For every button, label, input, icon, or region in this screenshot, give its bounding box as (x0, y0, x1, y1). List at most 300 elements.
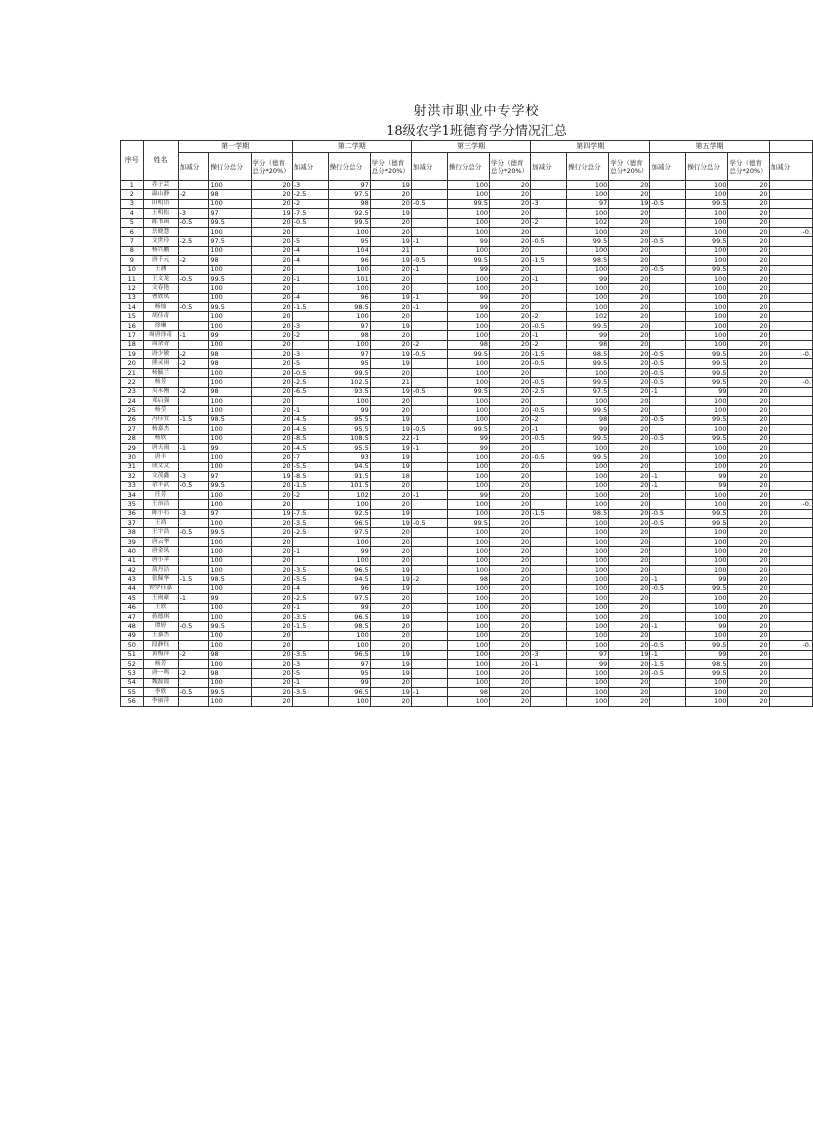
adj-cell: -1.5 (178, 575, 209, 584)
credit-cell: 20 (609, 265, 650, 274)
conduct-cell: 99.5 (447, 387, 489, 396)
conduct-cell: 99 (447, 265, 489, 274)
adj-cell (178, 321, 209, 330)
credit-cell: 20 (728, 415, 769, 424)
conduct-cell: 96 (328, 293, 370, 302)
credit-cell: 20 (251, 256, 292, 265)
table-row (121, 688, 813, 697)
adj-cell (531, 481, 567, 490)
name-cell: 杨芳 (143, 659, 178, 668)
conduct-cell: 100 (209, 312, 251, 321)
conduct-cell: 100 (686, 321, 728, 330)
table-row (121, 481, 813, 490)
name-cell: 邓启强 (143, 396, 178, 405)
credit-cell: 20 (251, 622, 292, 631)
adj-cell (531, 594, 567, 603)
table-row (121, 490, 813, 499)
adj-cell (531, 227, 567, 236)
conduct-cell: 99.5 (328, 218, 370, 227)
conduct-cell: 100 (447, 321, 489, 330)
adj-cell (531, 669, 567, 678)
conduct-cell: 100 (686, 312, 728, 321)
adj-cell: -1.5 (531, 509, 567, 518)
credit-cell: 20 (609, 678, 650, 687)
credit-cell: 20 (490, 293, 531, 302)
conduct-cell: 99.5 (209, 303, 251, 312)
name-cell: 文茂鑫 (143, 472, 178, 481)
conduct-cell: 100 (686, 190, 728, 199)
credit-cell: 20 (728, 246, 769, 255)
conduct-cell: 100 (686, 303, 728, 312)
conduct-cell: 100 (209, 519, 251, 528)
adj-cell: -7.5 (292, 209, 328, 218)
conduct-cell: 100 (447, 227, 489, 236)
adj-cell: -1 (178, 331, 209, 340)
adj-cell (650, 396, 686, 405)
conduct-cell: 93 (328, 453, 370, 462)
conduct-cell: 97.5 (328, 528, 370, 537)
adj-cell (411, 594, 447, 603)
adj-cell (531, 612, 567, 621)
credit-cell: 20 (251, 274, 292, 283)
credit-cell: 20 (609, 528, 650, 537)
adj-cell: -0.5 (531, 406, 567, 415)
credit-cell: 20 (370, 331, 411, 340)
adj-cell: -5 (292, 669, 328, 678)
table-row (121, 472, 813, 481)
credit-cell: 20 (251, 190, 292, 199)
adj-cell (411, 209, 447, 218)
adj-cell (178, 519, 209, 528)
adj-header: 加减分 (292, 153, 328, 181)
adj-cell (178, 697, 209, 706)
conduct-cell: 98 (567, 415, 609, 424)
extra-adj-cell (769, 659, 812, 668)
credit-cell: 20 (609, 331, 650, 340)
conduct-cell: 99 (567, 331, 609, 340)
extra-adj-cell (769, 396, 812, 405)
table-row (121, 537, 813, 546)
conduct-cell: 100 (447, 181, 489, 190)
extra-adj-cell (769, 340, 812, 349)
name-cell: 冯佳宜 (143, 415, 178, 424)
conduct-cell: 99 (686, 481, 728, 490)
adj-cell: -1 (292, 547, 328, 556)
credit-cell: 20 (251, 584, 292, 593)
conduct-cell: 98 (447, 575, 489, 584)
adj-cell: -0.5 (650, 199, 686, 208)
seq-cell: 34 (121, 490, 144, 499)
name-cell: 唐一鸣 (143, 669, 178, 678)
conduct-cell: 100 (447, 481, 489, 490)
name-cell: 岳晓慧 (143, 227, 178, 236)
extra-adj-cell (769, 368, 812, 377)
conduct-cell: 99 (209, 331, 251, 340)
conduct-cell: 96.5 (328, 650, 370, 659)
conduct-cell: 101 (328, 274, 370, 283)
credit-cell: 20 (251, 453, 292, 462)
name-cell: 徐琳 (143, 321, 178, 330)
adj-cell (178, 199, 209, 208)
credit-cell: 20 (609, 537, 650, 546)
adj-cell (650, 274, 686, 283)
credit-header: 学分（德育总分*20%） (728, 153, 769, 181)
adj-cell: -8.5 (292, 434, 328, 443)
extra-adj-cell (769, 246, 812, 255)
credit-cell: 20 (251, 237, 292, 246)
table-row (121, 415, 813, 424)
name-cell: 余丰武 (143, 481, 178, 490)
adj-cell (531, 547, 567, 556)
credit-cell: 20 (490, 265, 531, 274)
adj-cell (531, 528, 567, 537)
conduct-cell: 100 (567, 622, 609, 631)
name-cell: 杨芳 (143, 378, 178, 387)
conduct-cell: 98 (447, 340, 489, 349)
seq-cell: 23 (121, 387, 144, 396)
credit-cell: 20 (490, 246, 531, 255)
extra-term-header (769, 141, 812, 153)
credit-cell: 20 (251, 631, 292, 640)
credit-cell: 20 (370, 199, 411, 208)
credit-cell: 20 (609, 509, 650, 518)
extra-adj-cell (769, 415, 812, 424)
credit-cell: 20 (609, 453, 650, 462)
adj-cell: -1.5 (531, 256, 567, 265)
credit-cell: 20 (490, 274, 531, 283)
adj-cell: -1 (531, 274, 567, 283)
conduct-cell: 100 (567, 697, 609, 706)
adj-cell (178, 293, 209, 302)
conduct-header: 操行分总分 (328, 153, 370, 181)
table-row (121, 678, 813, 687)
table-row (121, 387, 813, 396)
conduct-cell: 100 (567, 368, 609, 377)
conduct-header: 操行分总分 (447, 153, 489, 181)
conduct-cell: 100 (686, 227, 728, 236)
credit-cell: 20 (490, 237, 531, 246)
adj-cell (650, 181, 686, 190)
credit-cell: 20 (370, 274, 411, 283)
name-cell: 唐少敏 (143, 350, 178, 359)
conduct-cell: 100 (447, 584, 489, 593)
extra-adj-cell (769, 218, 812, 227)
name-cell: 李丽萍 (143, 697, 178, 706)
conduct-cell: 99.5 (686, 265, 728, 274)
extra-adj-cell (769, 331, 812, 340)
conduct-cell: 95.5 (328, 425, 370, 434)
table-row (121, 303, 813, 312)
term-header: 第四学期 (531, 141, 650, 153)
credit-cell: 19 (370, 688, 411, 697)
conduct-cell: 100 (567, 575, 609, 584)
credit-cell: 20 (609, 237, 650, 246)
adj-cell: -5 (292, 359, 328, 368)
term-header: 第三学期 (411, 141, 530, 153)
name-cell: 杨欣 (143, 434, 178, 443)
credit-cell: 20 (251, 481, 292, 490)
table-row (121, 190, 813, 199)
adj-cell (411, 359, 447, 368)
credit-cell: 20 (609, 519, 650, 528)
credit-cell: 20 (251, 434, 292, 443)
extra-adj-cell (769, 528, 812, 537)
conduct-cell: 100 (447, 406, 489, 415)
credit-cell: 20 (370, 556, 411, 565)
adj-cell: -3 (292, 659, 328, 668)
seq-cell: 13 (121, 293, 144, 302)
credit-cell: 20 (370, 227, 411, 236)
credit-cell: 20 (370, 490, 411, 499)
seq-cell: 41 (121, 556, 144, 565)
adj-cell (650, 688, 686, 697)
table-row (121, 246, 813, 255)
conduct-cell: 96.5 (328, 519, 370, 528)
credit-cell: 20 (251, 218, 292, 227)
adj-cell (411, 631, 447, 640)
adj-cell (531, 293, 567, 302)
credit-cell: 20 (490, 584, 531, 593)
credit-cell: 20 (370, 537, 411, 546)
credit-cell: 20 (609, 209, 650, 218)
adj-cell (650, 293, 686, 302)
conduct-cell: 100 (567, 265, 609, 274)
credit-cell: 20 (490, 406, 531, 415)
adj-cell: -3 (178, 209, 209, 218)
conduct-cell: 100 (686, 631, 728, 640)
adj-cell: -0.5 (178, 274, 209, 283)
adj-cell (650, 284, 686, 293)
name-cell: 谭婷 (143, 622, 178, 631)
adj-cell (531, 575, 567, 584)
credit-cell: 20 (728, 584, 769, 593)
adj-cell: -0.5 (411, 387, 447, 396)
conduct-cell: 102 (567, 312, 609, 321)
table-row (121, 284, 813, 293)
credit-cell: 20 (609, 584, 650, 593)
credit-cell: 20 (728, 443, 769, 452)
credit-cell: 20 (251, 519, 292, 528)
spreadsheet (120, 101, 811, 707)
adj-cell (411, 331, 447, 340)
conduct-cell: 100 (567, 631, 609, 640)
credit-cell: 20 (609, 387, 650, 396)
conduct-cell: 98.5 (209, 415, 251, 424)
seq-cell: 20 (121, 359, 144, 368)
conduct-cell: 100 (567, 537, 609, 546)
credit-cell: 20 (490, 594, 531, 603)
adj-cell: -0.5 (531, 321, 567, 330)
extra-adj-cell (769, 181, 812, 190)
conduct-cell: 100 (209, 227, 251, 236)
credit-cell: 20 (251, 181, 292, 190)
conduct-cell: 96 (328, 584, 370, 593)
adj-cell (292, 284, 328, 293)
conduct-cell: 100 (447, 641, 489, 650)
credit-cell: 20 (490, 650, 531, 659)
table-row (121, 566, 813, 575)
extra-adj-cell (769, 237, 812, 246)
adj-cell: -2.5 (292, 528, 328, 537)
seq-cell: 12 (121, 284, 144, 293)
adj-cell (178, 612, 209, 621)
credit-cell: 20 (609, 688, 650, 697)
adj-cell: -2 (178, 359, 209, 368)
conduct-cell: 100 (447, 209, 489, 218)
seq-cell: 36 (121, 509, 144, 518)
credit-cell: 20 (728, 453, 769, 462)
credit-cell: 20 (251, 350, 292, 359)
name-header: 姓名 (143, 141, 178, 181)
credit-cell: 20 (609, 481, 650, 490)
seq-cell: 18 (121, 340, 144, 349)
extra-adj-cell (769, 265, 812, 274)
credit-cell: 19 (251, 509, 292, 518)
conduct-cell: 100 (209, 612, 251, 621)
conduct-cell: 98 (209, 650, 251, 659)
credit-cell: 20 (609, 659, 650, 668)
table-row (121, 359, 813, 368)
table-row (121, 500, 813, 509)
adj-cell: -3 (292, 321, 328, 330)
credit-cell: 20 (490, 462, 531, 471)
adj-cell (650, 256, 686, 265)
credit-cell: 20 (728, 594, 769, 603)
credit-cell: 19 (370, 462, 411, 471)
table-row (121, 697, 813, 706)
table-row (121, 434, 813, 443)
adj-cell (178, 284, 209, 293)
conduct-cell: 97 (209, 472, 251, 481)
adj-cell (650, 537, 686, 546)
credit-cell: 20 (609, 575, 650, 584)
adj-cell (411, 612, 447, 621)
credit-cell: 20 (251, 669, 292, 678)
adj-cell: -4 (292, 246, 328, 255)
extra-adj-cell (769, 566, 812, 575)
table-row (121, 340, 813, 349)
credit-cell: 20 (490, 603, 531, 612)
credit-cell: 20 (251, 331, 292, 340)
conduct-cell: 94.5 (328, 462, 370, 471)
adj-cell (292, 396, 328, 405)
credit-cell: 20 (490, 481, 531, 490)
adj-cell (178, 641, 209, 650)
conduct-cell: 100 (686, 218, 728, 227)
table-row (121, 650, 813, 659)
credit-cell: 20 (609, 547, 650, 556)
extra-adj-cell (769, 190, 812, 199)
conduct-cell: 100 (447, 274, 489, 283)
conduct-cell: 97 (328, 350, 370, 359)
conduct-cell: 100 (567, 547, 609, 556)
table-row (121, 396, 813, 405)
adj-cell (411, 500, 447, 509)
adj-cell: -1 (650, 622, 686, 631)
credit-cell: 19 (370, 256, 411, 265)
credit-cell: 20 (370, 697, 411, 706)
conduct-cell: 99.5 (567, 453, 609, 462)
adj-cell: -1 (292, 678, 328, 687)
extra-adj-cell (769, 509, 812, 518)
conduct-cell: 100 (686, 293, 728, 302)
conduct-cell: 100 (567, 594, 609, 603)
adj-cell: -1.5 (292, 303, 328, 312)
adj-cell (531, 246, 567, 255)
conduct-cell: 100 (447, 603, 489, 612)
adj-cell (531, 500, 567, 509)
credit-cell: 18 (370, 472, 411, 481)
conduct-cell: 100 (686, 181, 728, 190)
extra-adj-cell (769, 631, 812, 640)
conduct-cell: 100 (686, 443, 728, 452)
conduct-cell: 96.5 (328, 612, 370, 621)
adj-cell: -2 (178, 387, 209, 396)
adj-cell (531, 519, 567, 528)
conduct-cell: 99.5 (209, 481, 251, 490)
conduct-cell: 100 (447, 631, 489, 640)
conduct-cell: 98.5 (328, 303, 370, 312)
name-cell: 任芳 (143, 490, 178, 499)
adj-cell: -7.5 (292, 509, 328, 518)
conduct-cell: 100 (686, 340, 728, 349)
adj-cell: -0.5 (411, 199, 447, 208)
adj-cell: -3 (531, 650, 567, 659)
conduct-cell: 100 (567, 519, 609, 528)
adj-cell (650, 340, 686, 349)
conduct-cell: 98.5 (686, 659, 728, 668)
conduct-cell: 100 (686, 566, 728, 575)
adj-cell: -1 (411, 237, 447, 246)
conduct-cell: 99.5 (567, 359, 609, 368)
extra-adj-cell (769, 584, 812, 593)
name-cell: 成文文 (143, 462, 178, 471)
credit-cell: 20 (370, 265, 411, 274)
credit-cell: 20 (728, 641, 769, 650)
extra-adj-cell (769, 556, 812, 565)
adj-cell: -2 (531, 312, 567, 321)
credit-cell: 20 (609, 462, 650, 471)
credit-cell: 19 (251, 209, 292, 218)
name-cell: 杨兴鹏 (143, 246, 178, 255)
seq-cell: 21 (121, 368, 144, 377)
adj-cell: -1 (411, 434, 447, 443)
conduct-cell: 100 (209, 340, 251, 349)
conduct-cell: 100 (447, 190, 489, 199)
extra-adj-cell (769, 490, 812, 499)
adj-cell: -2 (178, 190, 209, 199)
extra-adj-cell (769, 575, 812, 584)
table-row (121, 218, 813, 227)
adj-cell: -0.5 (650, 434, 686, 443)
adj-cell: -0.5 (178, 303, 209, 312)
adj-cell: -6.5 (292, 387, 328, 396)
conduct-cell: 98 (447, 688, 489, 697)
conduct-cell: 95 (328, 237, 370, 246)
conduct-cell: 100 (567, 246, 609, 255)
adj-cell: -1 (531, 659, 567, 668)
adj-cell (178, 340, 209, 349)
conduct-cell: 100 (447, 678, 489, 687)
adj-cell (178, 462, 209, 471)
conduct-cell: 100 (447, 331, 489, 340)
credit-cell: 19 (370, 443, 411, 452)
credit-cell: 20 (490, 631, 531, 640)
credit-cell: 20 (728, 265, 769, 274)
seq-cell: 10 (121, 265, 144, 274)
credit-cell: 20 (728, 350, 769, 359)
adj-cell: -0.5 (178, 481, 209, 490)
